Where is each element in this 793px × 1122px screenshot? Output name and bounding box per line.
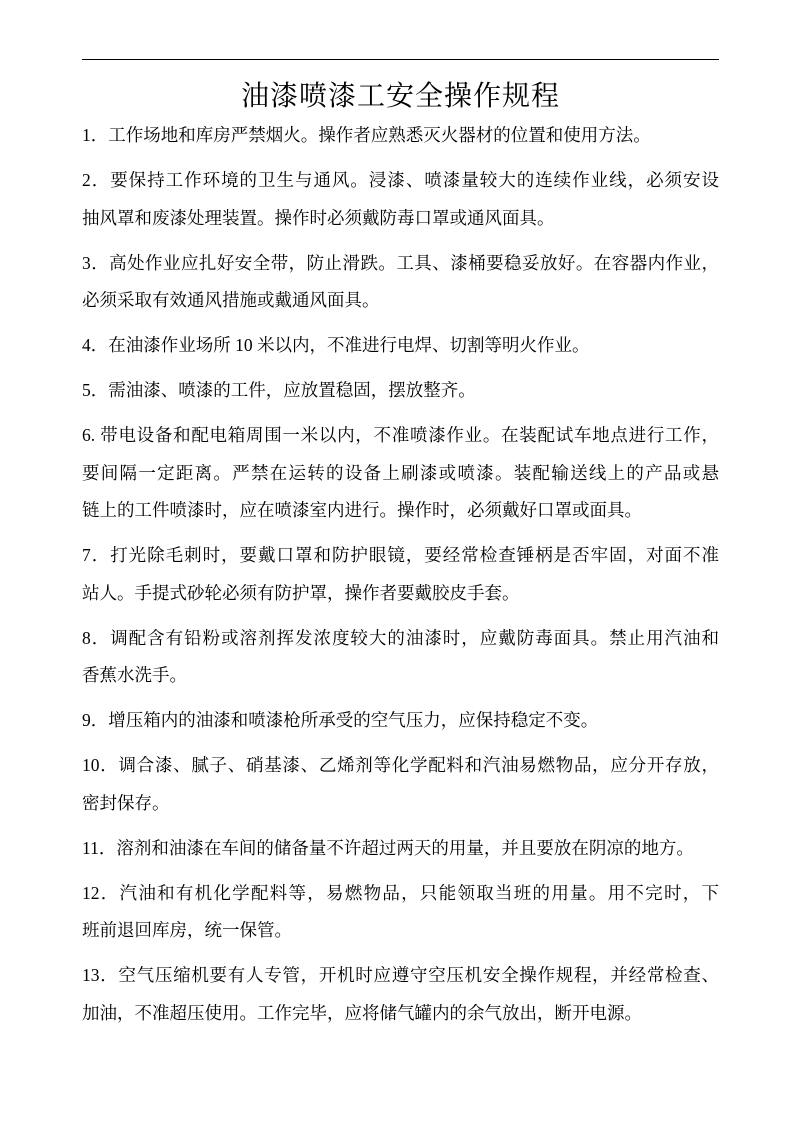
document-title: 油漆喷漆工安全操作规程 bbox=[240, 81, 560, 112]
rule-text-line: 10．调合漆、腻子、硝基漆、乙烯剂等化学配料和汽油易燃物品，应分开存放， bbox=[82, 755, 719, 775]
rule-text-line: 5．需油漆、喷漆的工件，应放置稳固，摆放整齐。 bbox=[82, 380, 476, 400]
rule-text-line: 13．空气压缩机要有人专管，开机时应遵守空压机安全操作规程，并经常检查、 bbox=[82, 965, 719, 985]
rule-item-8 bbox=[82, 620, 719, 695]
rule-item-5 bbox=[82, 372, 719, 410]
rule-item-1 bbox=[82, 117, 719, 155]
rule-text-line: 8．调配含有铅粉或溶剂挥发浓度较大的油漆时，应戴防毒面具。禁止用汽油和 bbox=[82, 627, 719, 648]
document-body bbox=[82, 117, 719, 1040]
rule-text-line: 9．增压箱内的油漆和喷漆枪所承受的空气压力，应保持稳定不变。 bbox=[82, 710, 599, 730]
rule-text-line: 要间隔一定距离。严禁在运转的设备上刷漆或喷漆。装配输送线上的产品或悬 bbox=[82, 462, 719, 483]
rule-text-line: 必须采取有效通风措施或戴通风面具。 bbox=[82, 290, 380, 310]
rule-text-line: 加油，不准超压使用。工作完毕，应将储气罐内的余气放出，断开电源。 bbox=[82, 1002, 642, 1023]
rule-text-line: 密封保存。 bbox=[82, 792, 170, 813]
rule-item-11 bbox=[82, 830, 719, 868]
rule-text-line: 11．溶剂和油漆在车间的储备量不许超过两天的用量，并且要放在阴凉的地方。 bbox=[82, 837, 694, 858]
rule-item-12 bbox=[82, 875, 719, 950]
rule-text-line: 班前退回库房，统一保管。 bbox=[82, 920, 292, 940]
rule-text-line: 3．高处作业应扎好安全带，防止滑跌。工具、漆桶要稳妥放好。在容器内作业， bbox=[82, 252, 719, 273]
rule-text-line: 抽风罩和废漆处理装置。操作时必须戴防毒口罩或通风面具。 bbox=[82, 207, 555, 228]
rule-item-10 bbox=[82, 747, 719, 822]
rule-text-line: 链上的工件喷漆时，应在喷漆室内进行。操作时，必须戴好口罩或面具。 bbox=[82, 500, 642, 520]
rule-text-line: 6. 带电设备和配电箱周围一米以内，不准喷漆作业。在装配试车地点进行工作， bbox=[82, 425, 719, 445]
rule-text-line: 12．汽油和有机化学配料等，易燃物品，只能领取当班的用量。用不完时，下 bbox=[82, 882, 719, 903]
rule-item-4 bbox=[82, 327, 719, 365]
rule-text-line: 1．工作场地和库房严禁烟火。操作者应熟悉灭火器材的位置和使用方法。 bbox=[82, 125, 651, 145]
rule-item-2 bbox=[82, 162, 719, 237]
rule-item-3 bbox=[82, 245, 719, 320]
rule-text-line: 香蕉水洗手。 bbox=[82, 665, 187, 685]
rule-text-line: 4．在油漆作业场所 10 米以内，不准进行电焊、切割等明火作业。 bbox=[82, 335, 590, 355]
rule-text-line: 7．打光除毛刺时，要戴口罩和防护眼镜，要经常检查锤柄是否牢固，对面不准 bbox=[82, 545, 719, 565]
rule-item-6 bbox=[82, 417, 719, 530]
rule-text-line: 2．要保持工作环境的卫生与通风。浸漆、喷漆量较大的连续作业线，必须安设 bbox=[82, 170, 719, 190]
rule-item-7 bbox=[82, 537, 719, 612]
header-rule bbox=[82, 59, 719, 60]
rule-item-9 bbox=[82, 702, 719, 740]
rule-item-13 bbox=[82, 957, 719, 1032]
rule-text-line: 站人。手提式砂轮必须有防护罩，操作者要戴胶皮手套。 bbox=[82, 582, 520, 603]
